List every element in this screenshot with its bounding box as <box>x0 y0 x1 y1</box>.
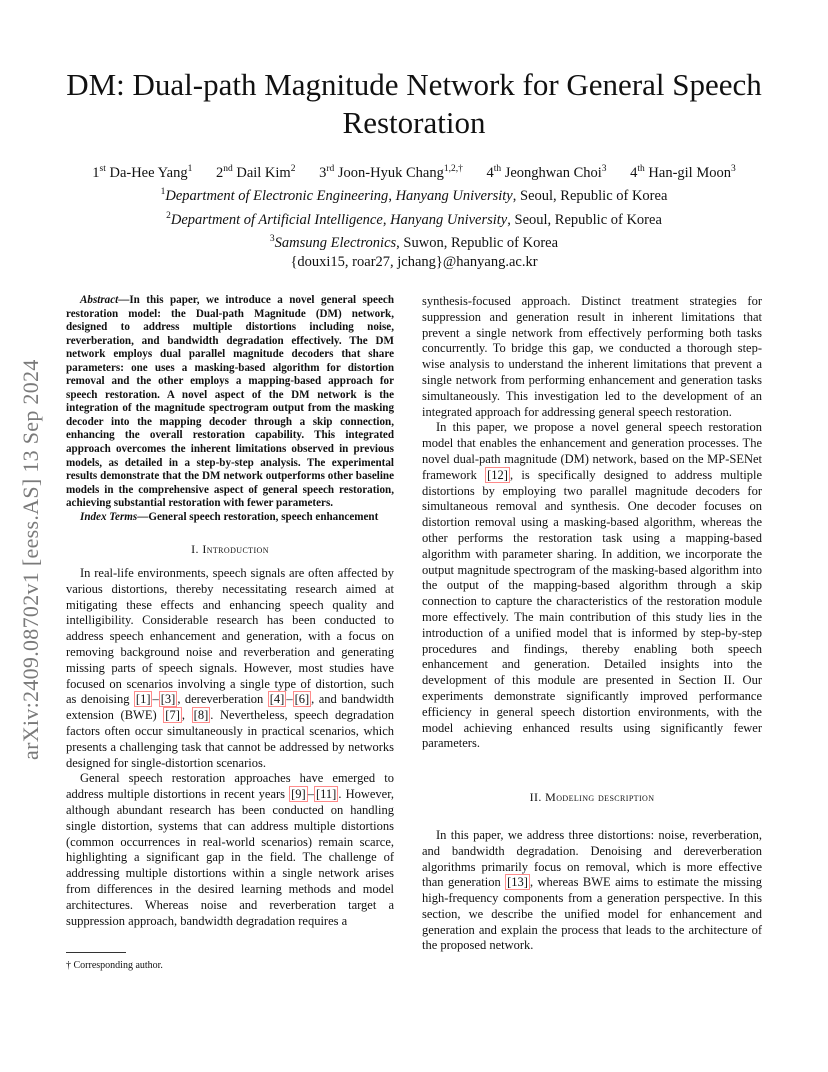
left-column <box>66 294 394 929</box>
citation-link[interactable]: [6] <box>294 692 310 707</box>
index-terms: Index Terms—General speech restoration, speech enhancement <box>80 510 379 523</box>
arxiv-identifier-stamp: arXiv:2409.08702v1 [eess.AS] 13 Sep 2024 <box>18 359 43 760</box>
author: 1st Da-Hee Yang$^1$ <box>92 164 193 181</box>
affiliation: $^2$Department of Artificial Intelligence, Hanyang University, Seoul, Republic of Korea <box>166 210 662 228</box>
author-emails: {douxi15, roar27, jchang}@hanyang.ac.kr <box>290 254 538 271</box>
citation-link[interactable]: [4] <box>269 692 285 707</box>
paragraph: In this paper, we propose a novel general speech restoration model that enables the enhancement and generation processes. The novel dual-path magnitude (DM) network, based on the MP-SENet framework [12] , is specifically designed to address multiple distortions by employing two parallel magnitude decoders for simultaneous removal and synthesis. One decoder focuses on distortion removal using a masking-based algorithm, whereas the other performs the restoration task using a mapping-based algorithm with parameter sharing. In addition, we incorporate the output magnitude spectrogram of the masking-based algorithm into the output of the mapping-based algorithm through a skip connection to capture the characteristics of the restoration module more effectively. The main contribution of this study lies in the introduction of a unified model that is informed by step-by-step procedures and findings, thereby enabling both speech enhancement and generation. Detailed insights into the development of this module are presented in Section II. Our experiments demonstrate significantly improved performance efficiency in general speech distortion environments, with the model achieving enhanced results using significantly fewer parameters. <box>422 420 762 751</box>
author: 4th Han-gil Moon$^3$ <box>630 164 736 181</box>
author: 4th Jeonghwan Choi$^3$ <box>486 164 607 181</box>
author-block <box>40 160 788 273</box>
author-list <box>40 160 788 183</box>
citation-link[interactable]: [8] <box>193 708 209 723</box>
paper-title: DM: Dual-path Magnitude Network for General Speech Restoration <box>66 67 762 140</box>
section-heading-modeling-description: II. Modeling description <box>529 790 655 805</box>
affiliation: $^1$Department of Electronic Engineering, Hanyang University, Seoul, Republic of Korea <box>160 187 668 205</box>
paragraph: In this paper, we address three distortions: noise, reverberation, and bandwidth degradation. Denoising and dereverberation algorithms primarily focus on removal, which is more effective than generation [13] , whereas BWE aims to estimate the missing high-frequency components from a generation perspective. In this section, we describe the unified model for enhancement and generation and explain the process that leads to the architecture of the proposed network. <box>422 827 762 953</box>
abstract: Abstract—In this paper, we introduce a novel general speech restoration model: the Dual-path Magnitude (DM) network, designed to address multiple distortions including noise, reverberation, and bandwidth degradation effectively. The DM network employs dual parallel magnitude decoders that share parameters: one uses a masking-based algorithm for distortion removal and the other employs a mapping-based approach for speech restoration. A novel aspect of the DM network is the integration of the magnitude spectrogram output from the masking decoder into the mapping decoder through a skip connection, enhancing the overall restoration capability. This integrated approach overcomes the inherent limitations observed in previous models, as detailed in a step-by-step analysis. The experimental results demonstrate that the DM network outperforms other baseline models in the comprehensive aspect of general speech restoration, achieving substantial restoration with fewer parameters. <box>66 294 394 510</box>
citation-link[interactable]: [13] <box>507 875 528 890</box>
citation-link[interactable]: [9] <box>291 787 306 802</box>
affiliation: $^3$Samsung Electronics, Suwon, Republic of Korea <box>269 233 559 251</box>
footnote: † Corresponding author. <box>66 960 163 971</box>
author: 2nd Dail Kim$^2$ <box>215 164 296 181</box>
paragraph: General speech restoration approaches have emerged to address multiple distortions in recent years [9] – [11] . However, although abundant research has been conducted on handling single distortion, systems that can address multiple distortions (common occurrences in real-world scenarios) remain scarce, highlighting a significant gap in the field. The challenge of addressing multiple distortions within a single network arises from differences in the desired learning methods and model architectures. Whereas noise and reverberation target a suppression approach, bandwidth degradation requires a <box>66 771 395 928</box>
citation-link[interactable]: [3] <box>160 692 176 707</box>
section-heading-introduction: I. Introduction <box>191 542 269 557</box>
footnote-rule <box>66 952 126 953</box>
paragraph: In real-life environments, speech signals are often affected by various distortions, thereby necessitating research aimed at mitigating these effects and enhancing speech quality and intelligibility. Considerable research has been conducted to address speech enhancement and generation, with a focus on removing background noise and reverberation and generating missing parts of speech signals. However, most studies have focused on scenarios involving a single type of distortion, such as denoising [1] – [3] , dereverberation [4] – [6] , and bandwidth extension (BWE) [7] , [8] . Nevertheless, speech degradation factors often occur simultaneously in practical scenarios, which presents a challenging task that cannot be addressed by networks designed for single-distortion scenarios. <box>66 566 394 770</box>
author: 3rd Joon-Hyuk Chang$^{1,2,\dagger}$ <box>319 164 463 181</box>
citation-link[interactable]: [7] <box>165 708 180 723</box>
right-column <box>422 294 762 954</box>
citation-link[interactable]: [1] <box>135 692 151 707</box>
citation-link[interactable]: [12] <box>487 467 508 482</box>
citation-link[interactable]: [11] <box>315 787 337 802</box>
paragraph: synthesis-focused approach. Distinct treatment strategies for suppression and generation result in inherent limitations that prevent a single network from effectively performing both tasks concurrently. To bridge this gap, we conducted a thorough step-wise analysis to understand the inherent limitations that prevent a single network from performing enhancement and generation tasks simultaneously. This investigation led to the development of an integrated approach for addressing general speech restoration. <box>422 294 762 419</box>
